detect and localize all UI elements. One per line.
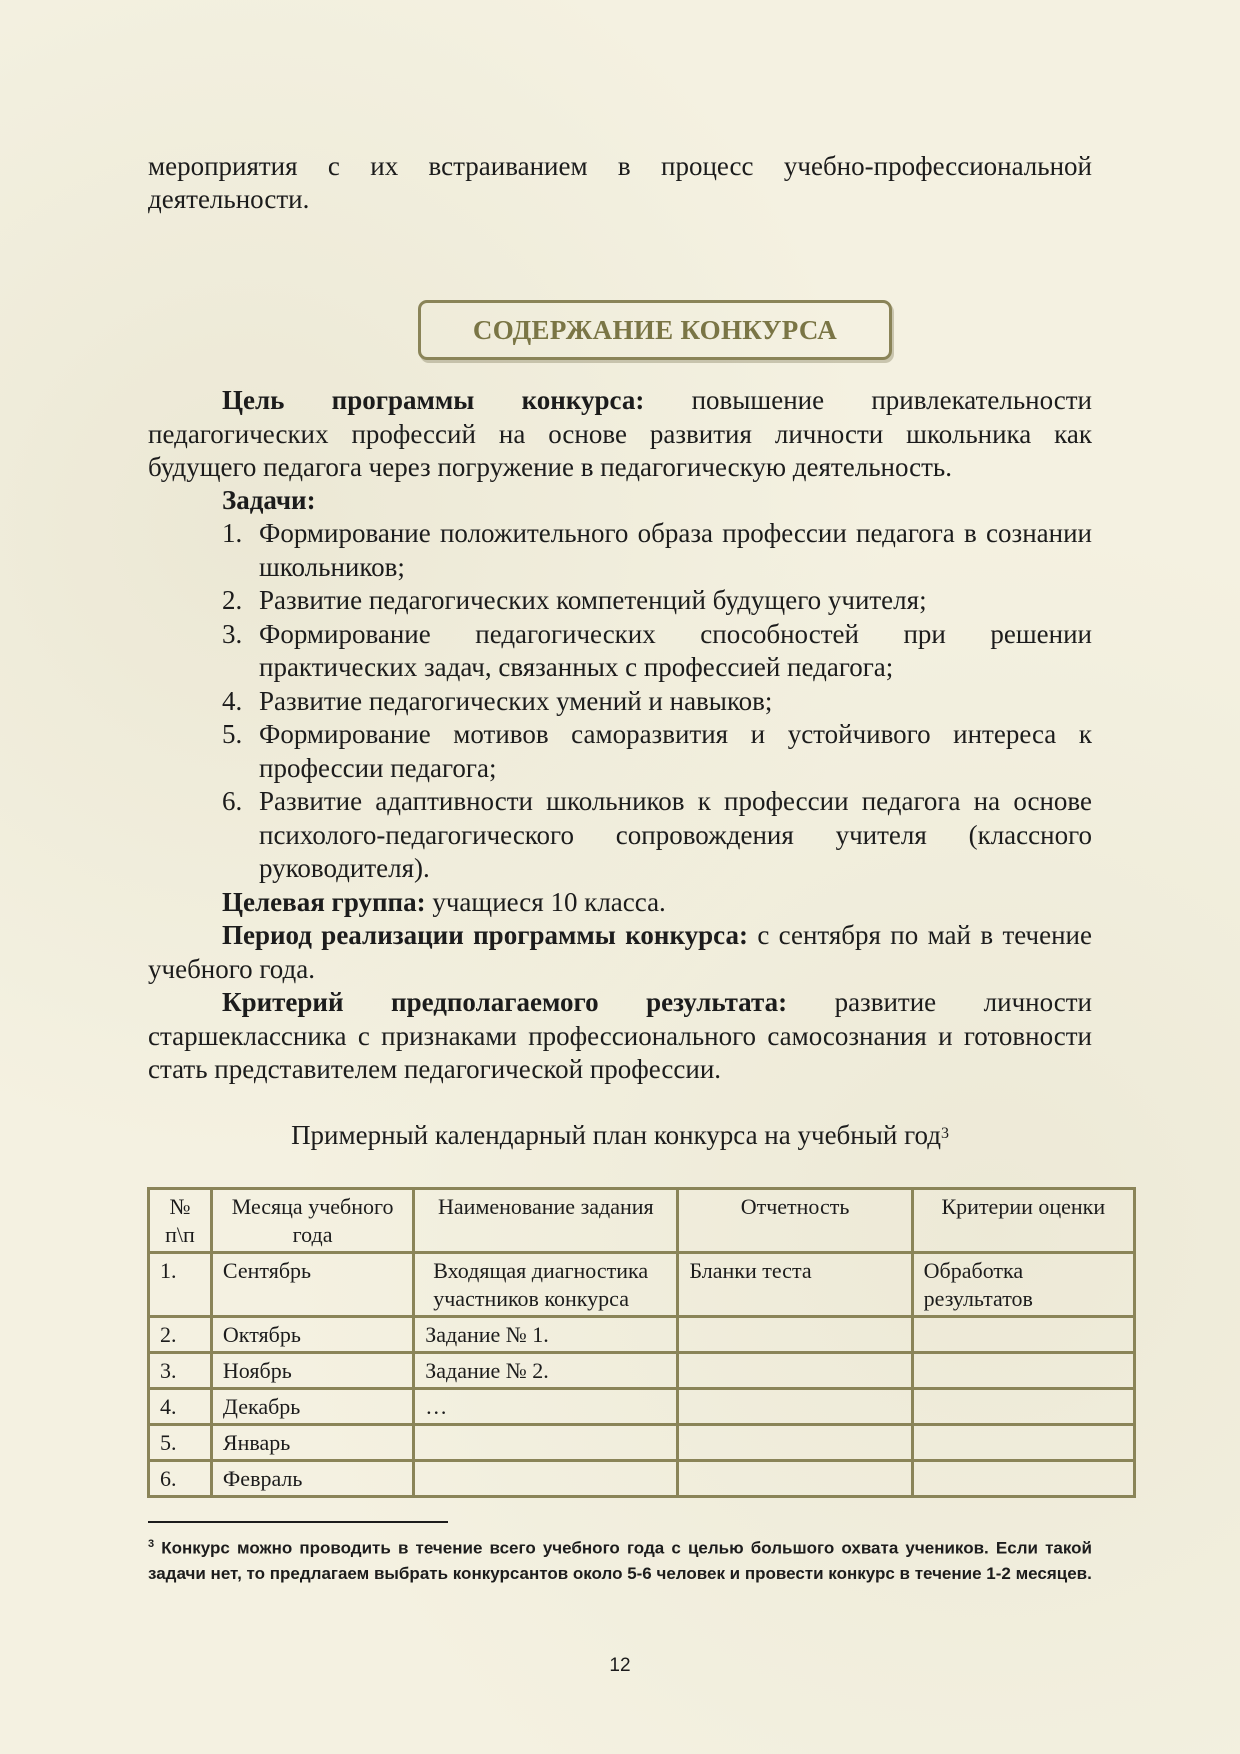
criterion-paragraph xyxy=(148,986,1092,1087)
table-cell: Обработка результатов xyxy=(912,1253,1134,1317)
list-item-text: Развитие педагогических умений и навыков; xyxy=(259,685,773,716)
list-item-text: Формирование мотивов саморазвития и устойчивого интереса к профессии педагога; xyxy=(259,719,1092,783)
table-header-cell: Месяца учебного года xyxy=(211,1189,413,1253)
table-cell: Ноябрь xyxy=(211,1353,413,1389)
table-cell: Входящая диагностика участников конкурса xyxy=(414,1253,678,1317)
list-item-number: 3. xyxy=(222,618,243,649)
table-header-cell: Наименование задания xyxy=(414,1189,678,1253)
table-header-cell: Отчетность xyxy=(678,1189,912,1253)
target-group-text: учащиеся 10 класса. xyxy=(425,887,666,917)
table-cell: … xyxy=(414,1389,678,1425)
list-item-text: Формирование педагогических способностей при решении практических задач, связанных с профессией педагога; xyxy=(259,618,1092,682)
table-cell xyxy=(912,1353,1134,1389)
table-cell xyxy=(912,1389,1134,1425)
list-item xyxy=(222,785,1092,886)
footnote-mark: 3 xyxy=(148,1538,155,1550)
table-cell: 2. xyxy=(149,1317,212,1353)
list-item-number: 1. xyxy=(222,518,243,548)
table-cell: Декабрь xyxy=(211,1389,413,1425)
table-cell: Февраль xyxy=(211,1461,413,1497)
table-cell: Сентябрь xyxy=(211,1253,413,1317)
table-cell xyxy=(912,1317,1134,1353)
table-cell: 5. xyxy=(149,1425,212,1461)
table-cell xyxy=(414,1425,678,1461)
list-item-number: 6. xyxy=(222,786,243,816)
table-cell xyxy=(678,1461,912,1497)
table-caption xyxy=(148,1119,1092,1153)
list-item-text: Развитие адаптивности школьников к профессии педагога на основе психолого-педагогического сопровождения учителя (классного руководителя). xyxy=(259,786,1092,883)
intro-line-1: мероприятия с их встраиванием в процесс учебно-профессиональной xyxy=(148,151,1092,181)
table-cell: 4. xyxy=(149,1389,212,1425)
table-cell xyxy=(678,1389,912,1425)
table-caption-text: Примерный календарный план конкурса на учебный год xyxy=(291,1120,941,1150)
table-header-cell: Критерии оценки xyxy=(912,1189,1134,1253)
criterion-text: развитие личности старшеклассника с признаками профессионального самосознания и готовности стать представителем педагогической профессии. xyxy=(148,987,1092,1084)
period-paragraph xyxy=(148,919,1092,986)
list-item xyxy=(222,618,1092,685)
table-cell: Октябрь xyxy=(211,1317,413,1353)
footnote-divider xyxy=(148,1521,448,1523)
target-group-paragraph xyxy=(148,886,1092,920)
list-item-number: 4. xyxy=(222,685,243,716)
table-row xyxy=(149,1353,1135,1389)
table-cell: 6. xyxy=(149,1461,212,1497)
footnote-reference: 3 xyxy=(940,1125,949,1142)
table-cell xyxy=(912,1461,1134,1497)
target-group-label: Целевая группа: xyxy=(222,887,426,917)
period-text: с сентября по май в течение учебного года. xyxy=(148,920,1092,984)
criterion-label: Критерий предполагаемого результата: xyxy=(222,987,788,1017)
section-heading: СОДЕРЖАНИЕ КОНКУРСА xyxy=(472,314,838,345)
footnote-text: Конкурс можно проводить в течение всего учебного года с целью большого охвата учеников. Если такой задачи нет, то предлагаем выбрать конкурсантов около 5-6 человек и провести конкурс в течение 1-2 месяцев. xyxy=(148,1538,1092,1583)
tasks-list xyxy=(222,517,1092,886)
table-row xyxy=(149,1389,1135,1425)
page-number: 12 xyxy=(609,1655,631,1676)
list-item xyxy=(222,718,1092,785)
period-label: Период реализации программы конкурса: xyxy=(222,920,748,950)
goal-label: Цель программы конкурса: xyxy=(222,385,645,415)
list-item xyxy=(222,685,1092,719)
table-cell: Бланки теста xyxy=(678,1253,912,1317)
table-row xyxy=(149,1253,1135,1317)
table-header-cell: № п\п xyxy=(149,1189,212,1253)
calendar-plan-table xyxy=(147,1187,1136,1498)
table-cell: 3. xyxy=(149,1353,212,1389)
table-row xyxy=(149,1425,1135,1461)
list-item xyxy=(222,584,1092,618)
list-item-text: Развитие педагогических компетенций будущего учителя; xyxy=(259,585,927,615)
table-cell: 1. xyxy=(149,1253,212,1317)
table-row xyxy=(149,1461,1135,1497)
list-item-number: 5. xyxy=(222,719,243,749)
tasks-title: Задачи: xyxy=(222,485,316,515)
intro-line-2: деятельности. xyxy=(148,184,310,214)
list-item-text: Формирование положительного образа профессии педагога в сознании школьников; xyxy=(259,518,1092,582)
table-cell xyxy=(678,1353,912,1389)
table-cell: Задание № 1. xyxy=(414,1317,678,1353)
goal-text: повышение привлекательности педагогических профессий на основе развития личности школьника как будущего педагога через погружение в педагогическую деятельность. xyxy=(148,385,1092,482)
list-item-number: 2. xyxy=(222,585,243,615)
table-cell xyxy=(678,1425,912,1461)
table-cell: Задание № 2. xyxy=(414,1353,678,1389)
table-cell xyxy=(414,1461,678,1497)
goal-paragraph xyxy=(148,384,1092,485)
footnote xyxy=(148,1532,1092,1586)
table-cell xyxy=(912,1425,1134,1461)
table-cell: Январь xyxy=(211,1425,413,1461)
section-heading-box xyxy=(418,300,892,360)
list-item xyxy=(222,517,1092,584)
table-header-row xyxy=(149,1189,1135,1253)
table-row xyxy=(149,1317,1135,1353)
table-cell xyxy=(678,1317,912,1353)
